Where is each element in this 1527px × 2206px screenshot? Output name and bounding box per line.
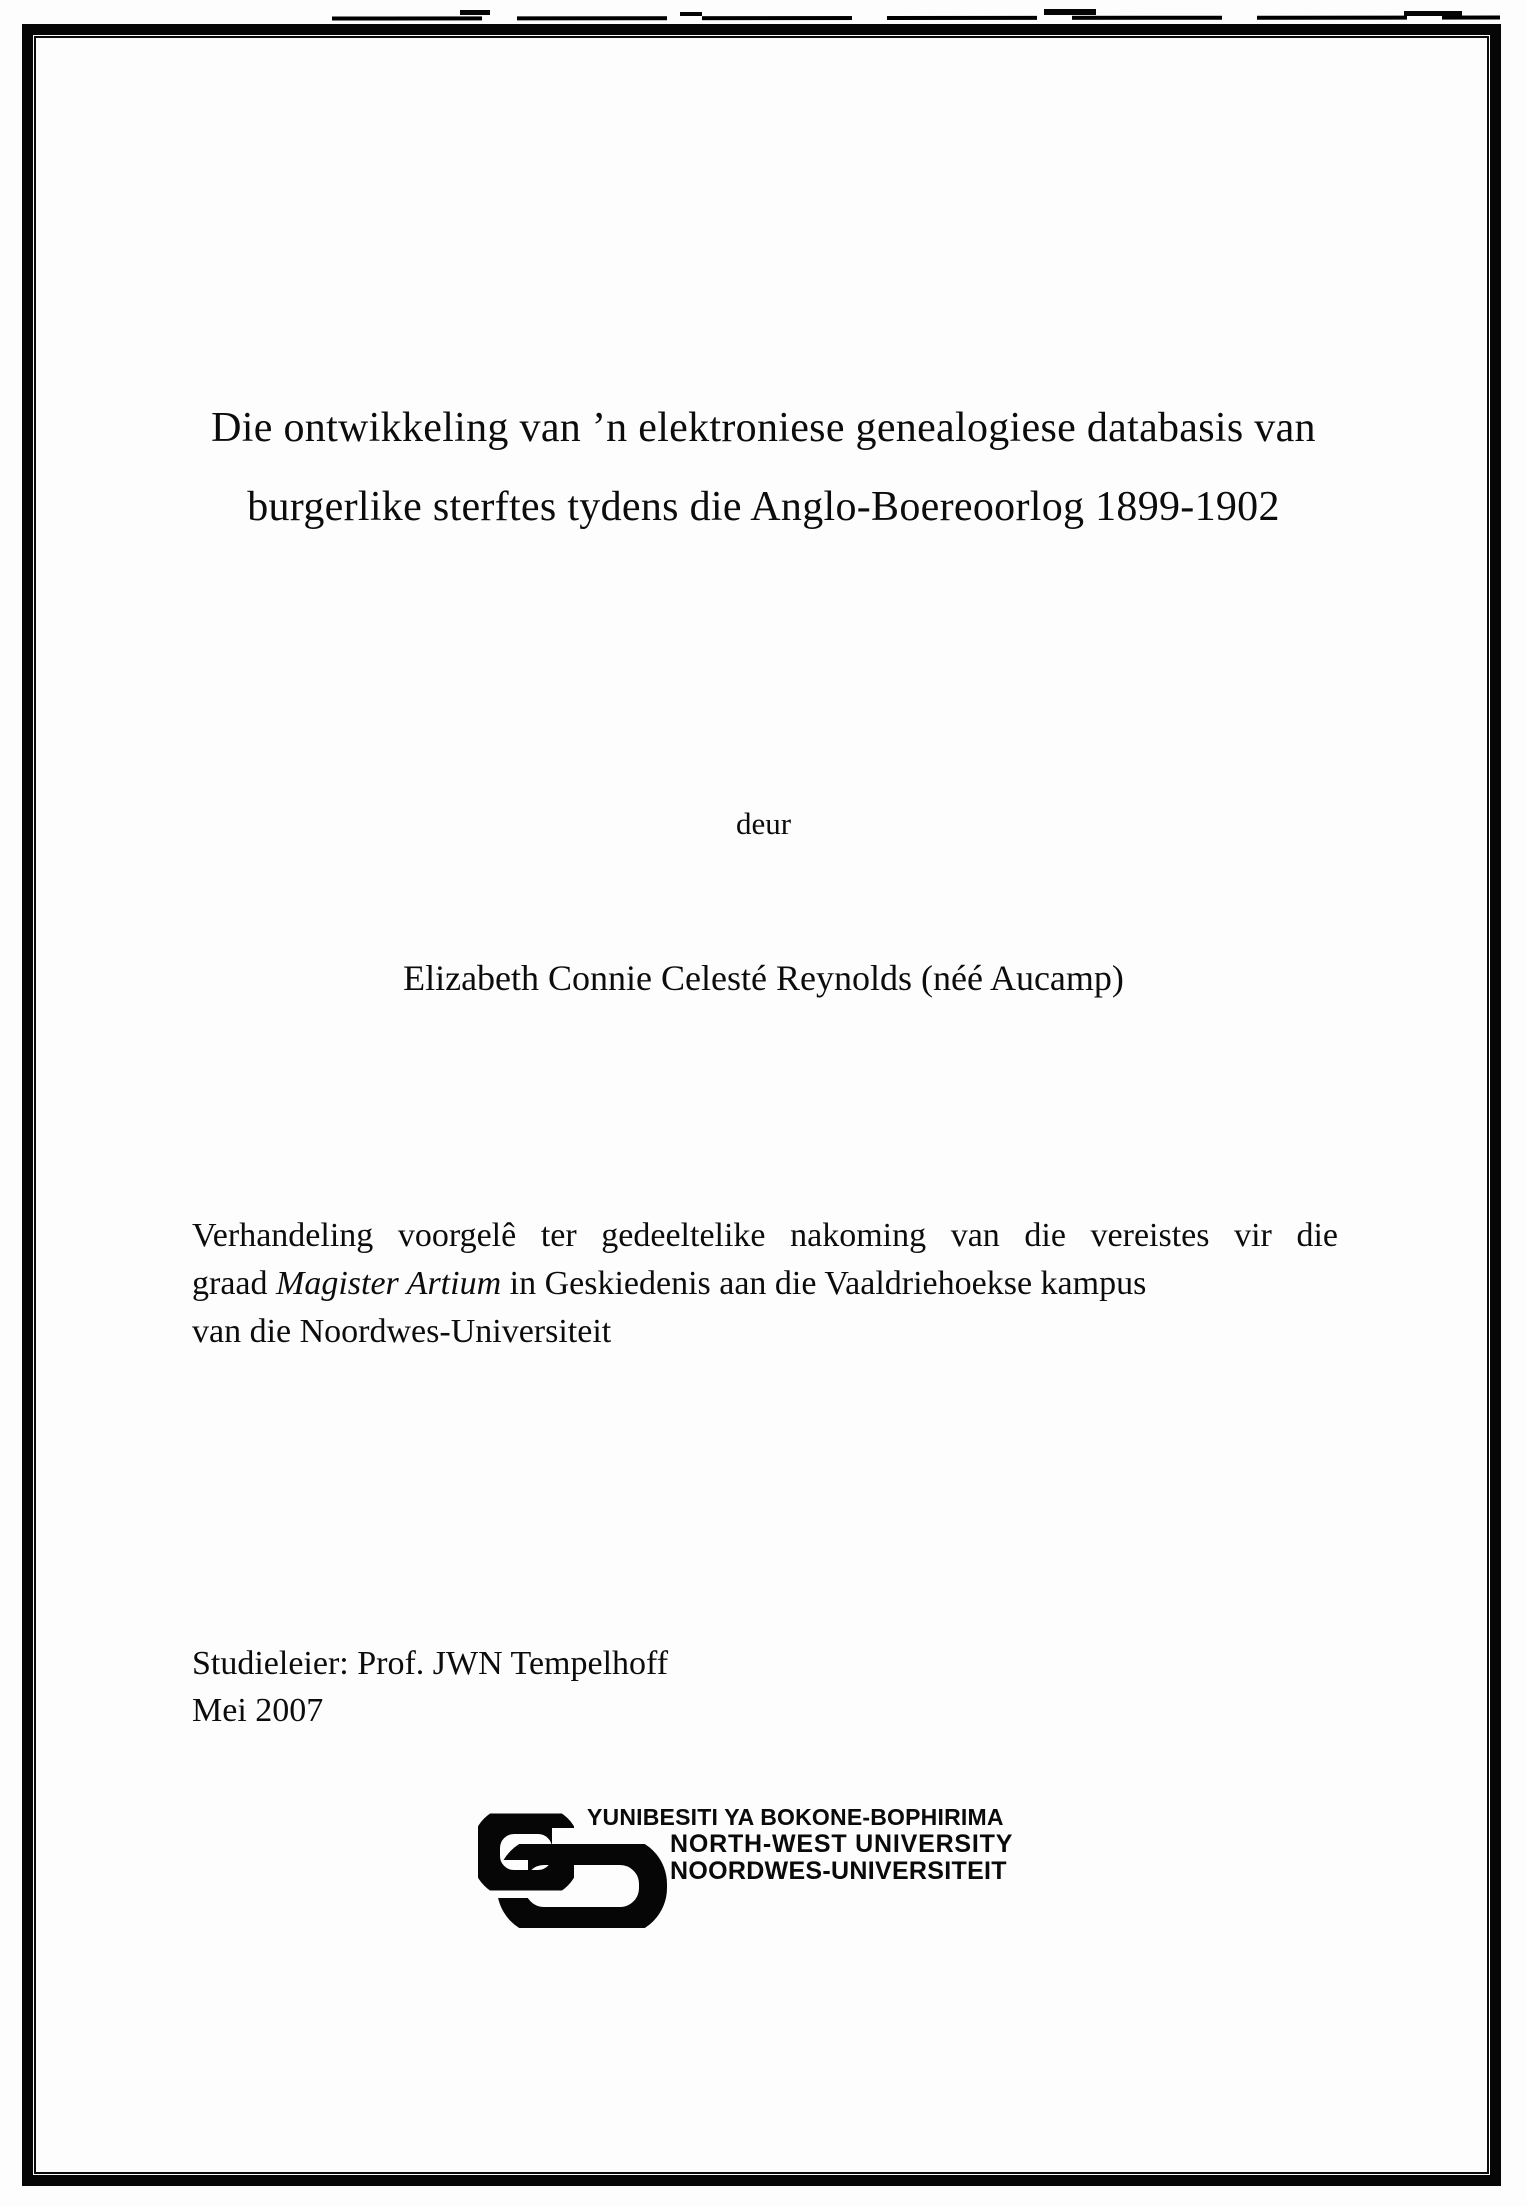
degree-statement-line2 (192, 1260, 1338, 1308)
thesis-title-line2: burgerlike sterftes tydens die Anglo-Boereoorlog 1899-1902 (247, 484, 1280, 530)
byline-deur-label: deur (735, 806, 792, 841)
nwu-logo-line-afrikaans: NOORDWES-UNIVERSITEIT (670, 1857, 1007, 1885)
scan-artifact-speck (1044, 9, 1096, 15)
scan-artifact-speck (1404, 11, 1462, 16)
degree-statement (192, 1212, 1338, 1356)
supervisor-block (192, 1640, 668, 1734)
supervisor-line: Studieleier: Prof. JWN Tempelhoff (192, 1645, 669, 1682)
nwu-logo (468, 1800, 1108, 1950)
degree-statement-line2-post: in Geskiedenis aan die Vaaldriehoekse kampus (501, 1265, 1147, 1302)
degree-statement-line1: Verhandeling voorgelê ter gedeeltelike nakoming van die vereistes vir die (192, 1217, 1338, 1254)
degree-statement-line3: van die Noordwes-Universiteit (192, 1313, 612, 1350)
thesis-title-line1: Die ontwikkeling van ’n elektroniese genealogiese databasis van (211, 405, 1316, 451)
scan-artifact-speck (460, 10, 490, 15)
thesis-title (85, 389, 1442, 547)
author-name: Elizabeth Connie Celesté Reynolds (néé Aucamp) (403, 958, 1124, 998)
scan-artifact-top-edge (332, 15, 1500, 20)
date-line: Mei 2007 (192, 1692, 324, 1729)
nwu-logo-text (587, 1803, 1013, 1885)
scan-artifact-speck (680, 12, 702, 16)
nwu-logo-line-setswana: YUNIBESITI YA BOKONE-BOPHIRIMA (587, 1804, 1004, 1830)
degree-statement-line2-pre: graad (192, 1265, 277, 1302)
degree-name-italic: Magister Artium (276, 1265, 502, 1302)
nwu-logo-line-english: NORTH-WEST UNIVERSITY (670, 1830, 1014, 1858)
